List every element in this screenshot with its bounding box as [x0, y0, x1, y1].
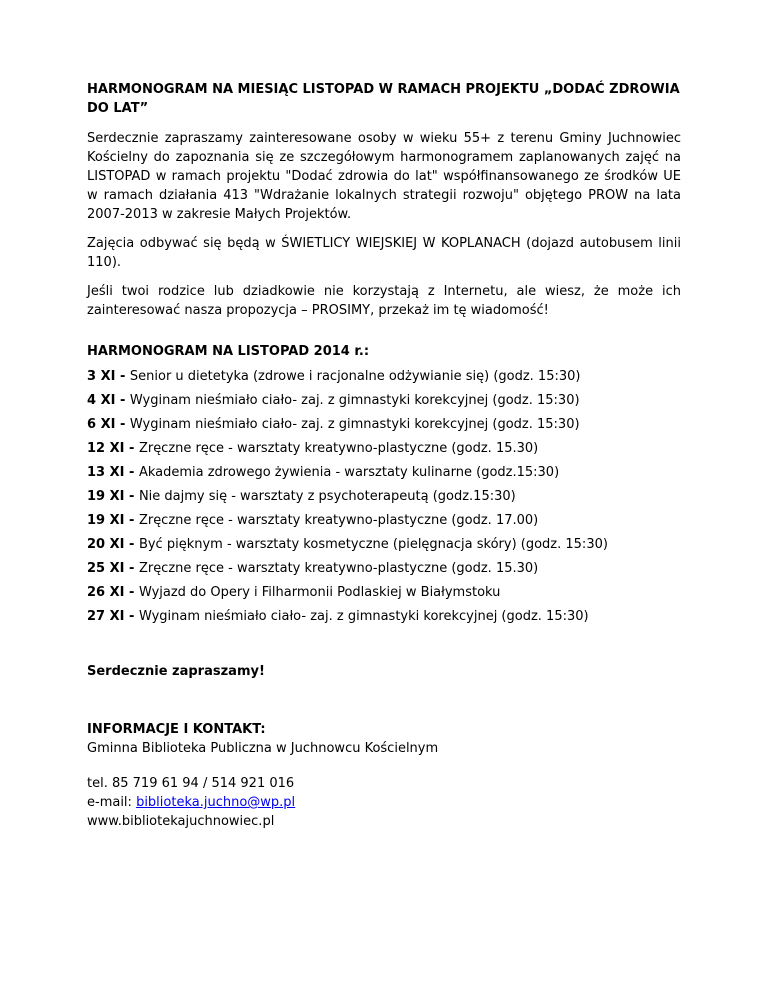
schedule-item	[87, 511, 681, 530]
schedule-item	[87, 415, 681, 434]
contact-spacer	[87, 758, 681, 774]
document-title: HARMONOGRAM NA MIESIĄC LISTOPAD W RAMACH PROJEKTU „DODAĆ ZDROWIA DO LAT”	[87, 82, 680, 116]
contact-website: www.bibliotekajuchnowiec.pl	[87, 814, 275, 829]
schedule-date: 20 XI -	[87, 537, 139, 552]
schedule-text: Zręczne ręce - warsztaty kreatywno-plastyczne (godz. 15.30)	[138, 561, 539, 576]
contact-organization: Gminna Biblioteka Publiczna w Juchnowcu Kościelnym	[87, 741, 439, 756]
schedule-heading: HARMONOGRAM NA LISTOPAD 2014 r.:	[87, 344, 370, 359]
schedule-item	[87, 487, 681, 506]
schedule-item	[87, 463, 681, 482]
contact-section	[87, 720, 681, 831]
closing-invitation: Serdecznie zapraszamy!	[87, 664, 265, 679]
schedule-item	[87, 367, 681, 386]
schedule-text: Wyjazd do Opery i Filharmonii Podlaskiej w Białymstoku	[138, 585, 501, 600]
schedule-item	[87, 559, 681, 578]
schedule-date: 12 XI -	[87, 441, 139, 456]
schedule-date: 4 XI -	[87, 393, 130, 408]
email-link[interactable]: biblioteka.juchno@wp.pl	[136, 795, 296, 810]
contact-phone: tel. 85 719 61 94 / 514 921 016	[87, 776, 295, 791]
schedule-item	[87, 607, 681, 626]
schedule-item	[87, 583, 681, 602]
contact-heading: INFORMACJE I KONTAKT:	[87, 722, 266, 737]
schedule-text: Wyginam nieśmiało ciało- zaj. z gimnastyki korekcyjnej (godz. 15:30)	[129, 417, 580, 432]
intro-paragraph: Serdecznie zapraszamy zainteresowane osoby w wieku 55+ z terenu Gminy Juchnowiec Kościelny do zapoznania się ze szczegółowym harmonogramem zaplanowanych zajęć na LISTOPAD w ramach projektu "Dodać zdrowia do lat" współfinansowanego ze środków UE w ramach działania 413 "Wdrażanie lokalnych strategii rozwoju" objętego PROW na lata 2007-2013 w zakresie Małych Projektów.	[87, 131, 681, 222]
schedule-item	[87, 439, 681, 458]
schedule-text: Być pięknym - warsztaty kosmetyczne (pielęgnacja skóry) (godz. 15:30)	[138, 537, 608, 552]
schedule-date: 26 XI -	[87, 585, 139, 600]
schedule-date: 25 XI -	[87, 561, 139, 576]
schedule-date: 6 XI -	[87, 417, 130, 432]
contact-email-line	[87, 793, 681, 812]
schedule-date: 3 XI -	[87, 369, 130, 384]
schedule-item	[87, 391, 681, 410]
schedule-date: 27 XI -	[87, 609, 139, 624]
schedule-text: Zręczne ręce - warsztaty kreatywno-plastyczne (godz. 17.00)	[138, 513, 539, 528]
schedule-date: 13 XI -	[87, 465, 139, 480]
schedule-text: Wyginam nieśmiało ciało- zaj. z gimnastyki korekcyjnej (godz. 15:30)	[138, 609, 589, 624]
email-label: e-mail:	[87, 795, 137, 810]
schedule-text: Akademia zdrowego żywienia - warsztaty kulinarne (godz.15:30)	[138, 465, 560, 480]
schedule-date: 19 XI -	[87, 489, 139, 504]
schedule-item	[87, 535, 681, 554]
share-paragraph: Jeśli twoi rodzice lub dziadkowie nie korzystają z Internetu, ale wiesz, że może ich zainteresować nasza propozycja – PROSIMY, przekaż im tę wiadomość!	[87, 284, 681, 318]
document-page	[87, 80, 681, 831]
schedule-text: Zręczne ręce - warsztaty kreatywno-plastyczne (godz. 15.30)	[138, 441, 539, 456]
location-paragraph: Zajęcia odbywać się będą w ŚWIETLICY WIEJSKIEJ W KOPLANACH (dojazd autobusem linii 110).	[87, 236, 681, 270]
schedule-text: Nie dajmy się - warsztaty z psychoterapeutą (godz.15:30)	[138, 489, 516, 504]
schedule-list	[87, 367, 681, 626]
schedule-text: Senior u dietetyka (zdrowe i racjonalne odżywianie się) (godz. 15:30)	[129, 369, 581, 384]
schedule-date: 19 XI -	[87, 513, 139, 528]
schedule-text: Wyginam nieśmiało ciało- zaj. z gimnastyki korekcyjnej (godz. 15:30)	[129, 393, 580, 408]
